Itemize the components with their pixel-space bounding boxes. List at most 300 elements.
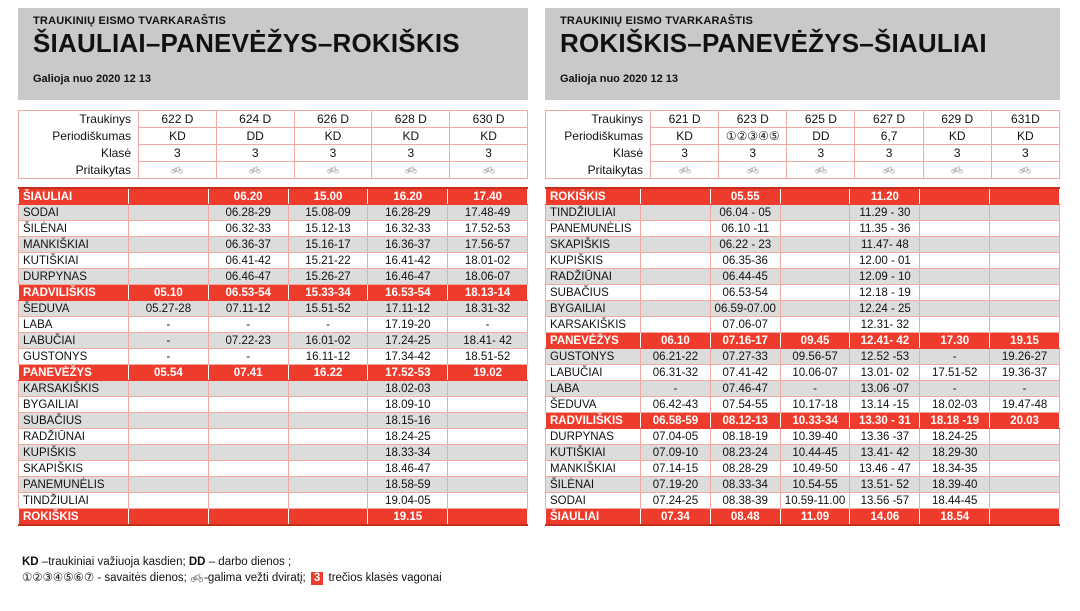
time-cell: 11.09 <box>780 509 850 526</box>
periodicity-cell: DD <box>216 128 294 145</box>
time-cell: 06.10 <box>641 333 711 349</box>
periodicity-cell: KD <box>372 128 450 145</box>
time-cell: 10.54-55 <box>780 477 850 493</box>
train-number-cell: 627 D <box>855 111 923 128</box>
time-cell <box>129 221 209 237</box>
info-row-label: Traukinys <box>19 111 139 128</box>
time-cell: 05.54 <box>129 365 209 381</box>
time-cell: 07.22-23 <box>208 333 288 349</box>
time-cell <box>780 301 850 317</box>
bicycle-icon <box>249 165 261 174</box>
station-cell: MANKIŠKIAI <box>19 237 129 253</box>
time-cell: 08.48 <box>710 509 780 526</box>
time-cell <box>448 429 528 445</box>
time-cell: 19.36-37 <box>990 365 1060 381</box>
time-cell: 06.31-32 <box>641 365 711 381</box>
time-cell: 15.08-09 <box>288 205 368 221</box>
bicycle-icon <box>855 162 923 179</box>
third-class-badge: 3 <box>311 572 323 585</box>
time-cell <box>448 397 528 413</box>
time-cell: 18.09-10 <box>368 397 448 413</box>
time-cell: - <box>641 381 711 397</box>
time-cell: 15.51-52 <box>288 301 368 317</box>
time-cell: 18.51-52 <box>448 349 528 365</box>
periodicity-cell: KD <box>139 128 217 145</box>
time-cell <box>288 413 368 429</box>
time-cell <box>990 221 1060 237</box>
time-cell: 15.21-22 <box>288 253 368 269</box>
time-cell <box>448 413 528 429</box>
time-cell <box>920 221 990 237</box>
bicycle-icon <box>190 572 204 584</box>
time-cell: 06.46-47 <box>208 269 288 285</box>
time-cell: - <box>129 333 209 349</box>
time-cell: 17.24-25 <box>368 333 448 349</box>
info-row <box>19 111 528 128</box>
time-cell: 17.11-12 <box>368 301 448 317</box>
time-cell <box>448 493 528 509</box>
dd-text: – darbo dienos ; <box>208 556 292 568</box>
banner-label: TRAUKINIŲ EISMO TVARKARAŠTIS <box>560 15 754 27</box>
station-cell: LABA <box>546 381 641 397</box>
class-cell: 3 <box>372 145 450 162</box>
time-cell: 10.33-34 <box>780 413 850 429</box>
time-cell: 07.09-10 <box>641 445 711 461</box>
timetable-row <box>19 317 528 333</box>
timetable-row <box>19 413 528 429</box>
station-cell: BYGAILIAI <box>19 397 129 413</box>
timetable-row <box>546 333 1060 349</box>
timetable-row <box>19 397 528 413</box>
class-cell: 3 <box>651 145 719 162</box>
bicycle-icon <box>294 162 372 179</box>
periodicity-cell: ①②③④⑤ <box>719 128 787 145</box>
train-number-cell: 628 D <box>372 111 450 128</box>
time-cell: 16.46-47 <box>368 269 448 285</box>
time-cell: 18.33-34 <box>368 445 448 461</box>
time-cell: 08.28-29 <box>710 461 780 477</box>
bicycle-icon <box>483 165 495 174</box>
time-cell <box>448 461 528 477</box>
time-cell <box>448 509 528 526</box>
time-cell: - <box>208 317 288 333</box>
time-cell: 18.02-03 <box>368 381 448 397</box>
time-cell <box>288 445 368 461</box>
time-cell <box>920 285 990 301</box>
periodicity-cell: KD <box>450 128 528 145</box>
periodicity-cell: DD <box>787 128 855 145</box>
time-cell <box>780 317 850 333</box>
time-cell: 13.41- 42 <box>850 445 920 461</box>
bicycle-icon <box>139 162 217 179</box>
station-cell: PANEMUNĖLIS <box>546 221 641 237</box>
time-cell <box>990 237 1060 253</box>
timetable-row <box>19 237 528 253</box>
time-cell: 15.26-27 <box>288 269 368 285</box>
time-cell <box>641 317 711 333</box>
time-cell <box>129 429 209 445</box>
info-row-label: Klasė <box>546 145 651 162</box>
time-cell <box>990 188 1060 205</box>
time-cell <box>780 205 850 221</box>
time-cell: 06.20 <box>208 188 288 205</box>
time-cell: 18.13-14 <box>448 285 528 301</box>
time-cell: 14.06 <box>850 509 920 526</box>
time-cell: 07.27-33 <box>710 349 780 365</box>
time-cell: 18.02-03 <box>920 397 990 413</box>
time-cell: 18.18 -19 <box>920 413 990 429</box>
time-cell <box>129 237 209 253</box>
time-cell <box>920 317 990 333</box>
time-cell <box>208 477 288 493</box>
station-cell: KUTIŠKIAI <box>546 445 641 461</box>
station-cell: ROKIŠKIS <box>19 509 129 526</box>
train-number-cell: 629 D <box>923 111 991 128</box>
timetable-row <box>19 188 528 205</box>
station-cell: ŠEDUVA <box>19 301 129 317</box>
time-cell <box>641 221 711 237</box>
timetable-row <box>546 509 1060 526</box>
time-cell <box>208 413 288 429</box>
time-cell <box>288 493 368 509</box>
bicycle-icon <box>327 165 339 174</box>
time-cell: 18.44-45 <box>920 493 990 509</box>
bicycle-icon <box>1019 165 1031 174</box>
station-cell: SUBAČIUS <box>546 285 641 301</box>
time-cell <box>920 188 990 205</box>
banner-label: TRAUKINIŲ EISMO TVARKARAŠTIS <box>33 15 227 27</box>
time-cell <box>288 461 368 477</box>
class-cell: 3 <box>294 145 372 162</box>
info-row-label: Pritaikytas <box>546 162 651 179</box>
route-title: ROKIŠKIS–PANEVĖŽYS–ŠIAULIAI <box>560 28 987 58</box>
info-row-label: Traukinys <box>546 111 651 128</box>
bicycle-icon <box>450 162 528 179</box>
station-cell: SODAI <box>19 205 129 221</box>
time-cell: 18.46-47 <box>368 461 448 477</box>
timetable-row <box>546 349 1060 365</box>
time-cell <box>288 509 368 526</box>
time-cell: 13.56 -57 <box>850 493 920 509</box>
time-cell <box>129 253 209 269</box>
station-cell: RADŽIŪNAI <box>546 269 641 285</box>
time-cell: 10.49-50 <box>780 461 850 477</box>
time-cell: 07.41 <box>208 365 288 381</box>
station-cell: ŠILĖNAI <box>546 477 641 493</box>
time-cell: 06.35-36 <box>710 253 780 269</box>
station-cell: ŠIAULIAI <box>546 509 641 526</box>
timetable-row <box>19 429 528 445</box>
time-cell <box>641 253 711 269</box>
time-cell <box>129 381 209 397</box>
week-text: - savaitės dienos; <box>97 572 187 584</box>
time-cell: 06.59-07.00 <box>710 301 780 317</box>
time-cell: 18.24-25 <box>920 429 990 445</box>
time-cell: 10.06-07 <box>780 365 850 381</box>
time-cell <box>990 429 1060 445</box>
info-row <box>19 145 528 162</box>
timetable-row <box>19 381 528 397</box>
timetable-right <box>545 8 1060 526</box>
valid-from: Galioja nuo 2020 12 13 <box>560 73 679 85</box>
time-cell: 13.46 - 47 <box>850 461 920 477</box>
station-cell: TINDŽIULIAI <box>19 493 129 509</box>
bicycle-icon <box>651 162 719 179</box>
train-number-cell: 622 D <box>139 111 217 128</box>
station-cell: RADŽIŪNAI <box>19 429 129 445</box>
time-cell <box>208 493 288 509</box>
station-cell: SUBAČIUS <box>19 413 129 429</box>
timetable-row <box>546 429 1060 445</box>
timetable-row <box>19 253 528 269</box>
time-cell <box>780 221 850 237</box>
time-cell: 17.34-42 <box>368 349 448 365</box>
time-cell <box>641 285 711 301</box>
train-info-table <box>545 110 1060 179</box>
timetable-row <box>546 301 1060 317</box>
timetable-row <box>546 253 1060 269</box>
station-cell: KARSAKIŠKIS <box>19 381 129 397</box>
time-cell <box>288 429 368 445</box>
bicycle-icon <box>883 165 895 174</box>
station-cell: GUSTONYS <box>19 349 129 365</box>
valid-from: Galioja nuo 2020 12 13 <box>33 73 152 85</box>
time-cell: 05.55 <box>710 188 780 205</box>
time-cell: 07.04-05 <box>641 429 711 445</box>
time-cell <box>208 429 288 445</box>
time-cell: 06.04 - 05 <box>710 205 780 221</box>
time-cell <box>208 397 288 413</box>
timetable-row <box>19 461 528 477</box>
station-cell: PANEVĖŽYS <box>546 333 641 349</box>
time-cell: 17.40 <box>448 188 528 205</box>
timetable-row <box>19 333 528 349</box>
time-cell <box>129 269 209 285</box>
time-cell: 18.06-07 <box>448 269 528 285</box>
class-cell: 3 <box>923 145 991 162</box>
info-row-label: Periodiškumas <box>19 128 139 145</box>
time-cell <box>990 445 1060 461</box>
time-cell: 13.51- 52 <box>850 477 920 493</box>
station-cell: BYGAILIAI <box>546 301 641 317</box>
kd-label: KD <box>22 556 39 568</box>
time-cell: 16.22 <box>288 365 368 381</box>
time-cell: 13.01- 02 <box>850 365 920 381</box>
time-cell <box>129 509 209 526</box>
bicycle-icon <box>815 165 827 174</box>
class-cell: 3 <box>787 145 855 162</box>
timetable-row <box>546 381 1060 397</box>
time-cell: 18.39-40 <box>920 477 990 493</box>
timetable-row <box>19 365 528 381</box>
station-cell: SODAI <box>546 493 641 509</box>
time-cell <box>990 461 1060 477</box>
timetable-row <box>546 188 1060 205</box>
timetable-row <box>19 205 528 221</box>
train-number-cell: 623 D <box>719 111 787 128</box>
timetable-row <box>546 237 1060 253</box>
time-cell: 17.51-52 <box>920 365 990 381</box>
time-cell <box>288 381 368 397</box>
time-cell: 18.24-25 <box>368 429 448 445</box>
train-number-cell: 626 D <box>294 111 372 128</box>
time-cell: 16.11-12 <box>288 349 368 365</box>
legend-line-2 <box>22 570 1080 586</box>
time-cell <box>990 493 1060 509</box>
time-cell <box>448 477 528 493</box>
time-cell <box>990 269 1060 285</box>
class-cell: 3 <box>855 145 923 162</box>
time-cell: 06.42-43 <box>641 397 711 413</box>
time-cell: 16.53-54 <box>368 285 448 301</box>
time-cell <box>129 445 209 461</box>
time-cell: 19.04-05 <box>368 493 448 509</box>
bicycle-icon <box>405 165 417 174</box>
timetable-row <box>19 285 528 301</box>
station-cell: SKAPIŠKIS <box>546 237 641 253</box>
time-cell: 07.24-25 <box>641 493 711 509</box>
time-cell: 06.36-37 <box>208 237 288 253</box>
time-cell: 17.56-57 <box>448 237 528 253</box>
station-cell: DURPYNAS <box>546 429 641 445</box>
time-cell <box>288 397 368 413</box>
bicycle-icon <box>951 165 963 174</box>
time-cell: 07.11-12 <box>208 301 288 317</box>
time-cell: - <box>129 317 209 333</box>
time-cell <box>990 509 1060 526</box>
timetable-row <box>19 301 528 317</box>
time-cell: 09.56-57 <box>780 349 850 365</box>
time-cell: 05.10 <box>129 285 209 301</box>
time-cell: 06.53-54 <box>208 285 288 301</box>
time-cell <box>990 285 1060 301</box>
train-number-cell: 625 D <box>787 111 855 128</box>
bicycle-icon <box>719 162 787 179</box>
timetable-row <box>546 477 1060 493</box>
time-cell: 17.48-49 <box>448 205 528 221</box>
time-cell: - <box>780 381 850 397</box>
bicycle-icon <box>787 162 855 179</box>
time-cell: 18.41- 42 <box>448 333 528 349</box>
info-row-label: Periodiškumas <box>546 128 651 145</box>
time-cell <box>208 381 288 397</box>
time-cell: 17.52-53 <box>448 221 528 237</box>
time-cell: 16.01-02 <box>288 333 368 349</box>
legend-line-1 <box>22 554 1080 570</box>
timetable-row <box>546 397 1060 413</box>
train-number-cell: 624 D <box>216 111 294 128</box>
time-cell <box>129 397 209 413</box>
time-cell: 16.20 <box>368 188 448 205</box>
time-cell: - <box>990 381 1060 397</box>
class-cell: 3 <box>719 145 787 162</box>
time-cell: 08.12-13 <box>710 413 780 429</box>
time-cell: - <box>920 349 990 365</box>
station-cell: LABA <box>19 317 129 333</box>
time-cell <box>780 253 850 269</box>
time-cell <box>208 445 288 461</box>
station-cell: LABUČIAI <box>546 365 641 381</box>
station-cell: LABUČIAI <box>19 333 129 349</box>
class-cell: 3 <box>216 145 294 162</box>
time-cell: 19.26-27 <box>990 349 1060 365</box>
station-cell: KUPIŠKIS <box>546 253 641 269</box>
timetable-table <box>18 187 528 526</box>
legend <box>22 554 1080 586</box>
time-cell: 06.22 - 23 <box>710 237 780 253</box>
station-cell: ŠEDUVA <box>546 397 641 413</box>
time-cell: - <box>208 349 288 365</box>
station-cell: KUPIŠKIS <box>19 445 129 461</box>
train-info-table <box>18 110 528 179</box>
time-cell: 19.15 <box>990 333 1060 349</box>
time-cell: 17.52-53 <box>368 365 448 381</box>
time-cell: 13.30 - 31 <box>850 413 920 429</box>
periodicity-cell: KD <box>991 128 1059 145</box>
info-row <box>546 162 1060 179</box>
class-text: trečios klasės vagonai <box>328 572 442 584</box>
time-cell <box>448 381 528 397</box>
circled-days: ①②③④⑤⑥⑦ <box>22 572 95 584</box>
periodicity-cell: KD <box>923 128 991 145</box>
time-cell <box>129 205 209 221</box>
time-cell: 06.41-42 <box>208 253 288 269</box>
time-cell <box>288 477 368 493</box>
time-cell: 10.59-11.00 <box>780 493 850 509</box>
time-cell <box>780 237 850 253</box>
timetable-row <box>19 269 528 285</box>
time-cell: 18.01-02 <box>448 253 528 269</box>
time-cell <box>990 253 1060 269</box>
timetable-row <box>546 445 1060 461</box>
timetable-table <box>545 187 1060 526</box>
time-cell: 07.16-17 <box>710 333 780 349</box>
time-cell: 06.58-59 <box>641 413 711 429</box>
time-cell <box>448 445 528 461</box>
station-cell: RADVILIŠKIS <box>19 285 129 301</box>
banner-right <box>545 8 1060 100</box>
timetable-row <box>546 221 1060 237</box>
time-cell: 13.06 -07 <box>850 381 920 397</box>
station-cell: TINDŽIULIAI <box>546 205 641 221</box>
bicycle-icon <box>190 573 204 582</box>
time-cell: - <box>920 381 990 397</box>
time-cell: 13.36 -37 <box>850 429 920 445</box>
time-cell: 11.29 - 30 <box>850 205 920 221</box>
bicycle-icon <box>171 165 183 174</box>
timetable-left <box>18 8 528 526</box>
time-cell: - <box>448 317 528 333</box>
station-cell: PANEMUNĖLIS <box>19 477 129 493</box>
time-cell <box>780 285 850 301</box>
time-cell <box>129 493 209 509</box>
time-cell <box>129 461 209 477</box>
time-cell: 12.24 - 25 <box>850 301 920 317</box>
time-cell: 15.16-17 <box>288 237 368 253</box>
time-cell: 05.27-28 <box>129 301 209 317</box>
time-cell <box>920 269 990 285</box>
station-cell: PANEVĖŽYS <box>19 365 129 381</box>
class-cell: 3 <box>139 145 217 162</box>
time-cell: - <box>288 317 368 333</box>
timetable-row <box>19 477 528 493</box>
station-cell: RADVILIŠKIS <box>546 413 641 429</box>
bicycle-icon <box>747 165 759 174</box>
time-cell <box>990 317 1060 333</box>
info-row <box>19 162 528 179</box>
time-cell: 07.34 <box>641 509 711 526</box>
time-cell <box>208 461 288 477</box>
